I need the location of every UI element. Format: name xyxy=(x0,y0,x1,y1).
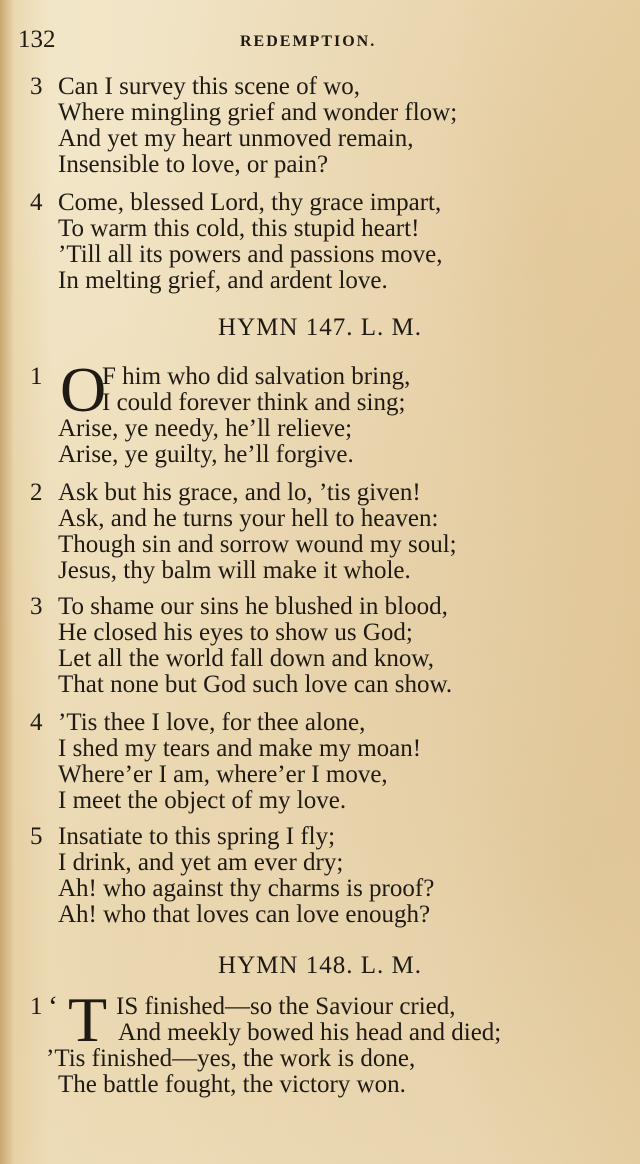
verse-line: And meekly bowed his head and died; xyxy=(118,1019,502,1046)
drop-cap: O xyxy=(60,354,107,425)
verse-line: IS finished—so the Saviour cried, xyxy=(116,993,456,1020)
page-header xyxy=(18,26,622,56)
stanza-number: 4 xyxy=(30,189,43,216)
verse-line: Arise, ye needy, he’ll relieve; xyxy=(58,415,353,442)
verse-line: I could forever think and sing; xyxy=(102,389,406,416)
verse-line: 3 Can I survey this scene of wo, xyxy=(30,73,361,100)
verse-line: 3 To shame our sins he blushed in blood, xyxy=(30,593,448,620)
verse-line: Ask, and he turns your hell to heaven: xyxy=(58,505,439,532)
verse-line: F him who did salvation bring, xyxy=(102,363,411,390)
verse-line: Ah! who against thy charms is proof? xyxy=(58,875,435,902)
stanza-number: 2 xyxy=(30,479,43,506)
verse-line: Ah! who that loves can love enough? xyxy=(58,901,431,928)
verse-line: Insensible to love, or pain? xyxy=(58,151,329,178)
hymn-147-title: HYMN 147. L. M. xyxy=(218,314,422,341)
verse-line: Though sin and sorrow wound my soul; xyxy=(58,531,457,558)
verse-line: Let all the world fall down and know, xyxy=(58,645,435,672)
hymn-147-stanza-3 xyxy=(30,594,620,698)
verse-line: To warm this cold, this stupid heart! xyxy=(58,215,420,242)
verse-line: ’Till all its powers and passions move, xyxy=(58,241,443,268)
verse-line: 5 Insatiate to this spring I fly; xyxy=(30,823,336,850)
hymn-148-stanza-1 xyxy=(30,984,620,1098)
hymn-147-stanza-2 xyxy=(30,480,620,584)
hymn-147-stanza-4 xyxy=(30,710,620,814)
stanza-3-prev-hymn xyxy=(30,74,620,178)
hymn-147-stanza-5 xyxy=(30,824,620,928)
verse-line: Where’er I am, where’er I move, xyxy=(58,761,388,788)
stanza-number: 5 xyxy=(30,823,43,850)
drop-cap: T xyxy=(68,984,108,1055)
hymn-147-stanza-1 xyxy=(30,354,620,468)
stanza-number: 4 xyxy=(30,709,43,736)
verse-line: 2 Ask but his grace, and lo, ’tis given! xyxy=(30,479,421,506)
verse-line: And yet my heart unmoved remain, xyxy=(58,125,414,152)
verse-line: 4 Come, blessed Lord, thy grace impart, xyxy=(30,189,442,216)
verse-line: He closed his eyes to show us God; xyxy=(58,619,413,646)
verse-line: ’Tis finished—yes, the work is done, xyxy=(46,1045,416,1072)
verse-line: Where mingling grief and wonder flow; xyxy=(58,99,458,126)
page-number: 132 xyxy=(18,26,56,53)
stanza-number: 1 xyxy=(30,363,43,390)
hymn-148-title: HYMN 148. L. M. xyxy=(218,952,422,979)
verse-line: I meet the object of my love. xyxy=(58,787,347,814)
stanza-4-prev-hymn xyxy=(30,190,620,294)
verse-line: I drink, and yet am ever dry; xyxy=(58,849,344,876)
stanza-number: 3 xyxy=(30,73,43,100)
opening-quote: ‘ xyxy=(48,990,58,1023)
verse-line: Jesus, thy balm will make it whole. xyxy=(58,557,411,584)
verse-line: In melting grief, and ardent love. xyxy=(58,267,388,294)
running-head: REDEMPTION. xyxy=(240,33,377,50)
verse-line: That none but God such love can show. xyxy=(58,671,453,698)
verse-line: Arise, ye guilty, he’ll forgive. xyxy=(58,441,354,468)
page-edge-shadow xyxy=(0,0,14,1164)
verse-line: I shed my tears and make my moan! xyxy=(58,735,422,762)
verse-line: 4 ’Tis thee I love, for thee alone, xyxy=(30,709,366,736)
verse-line: The battle fought, the victory won. xyxy=(58,1071,406,1098)
stanza-number: 3 xyxy=(30,593,43,620)
stanza-number: 1 xyxy=(30,993,43,1020)
